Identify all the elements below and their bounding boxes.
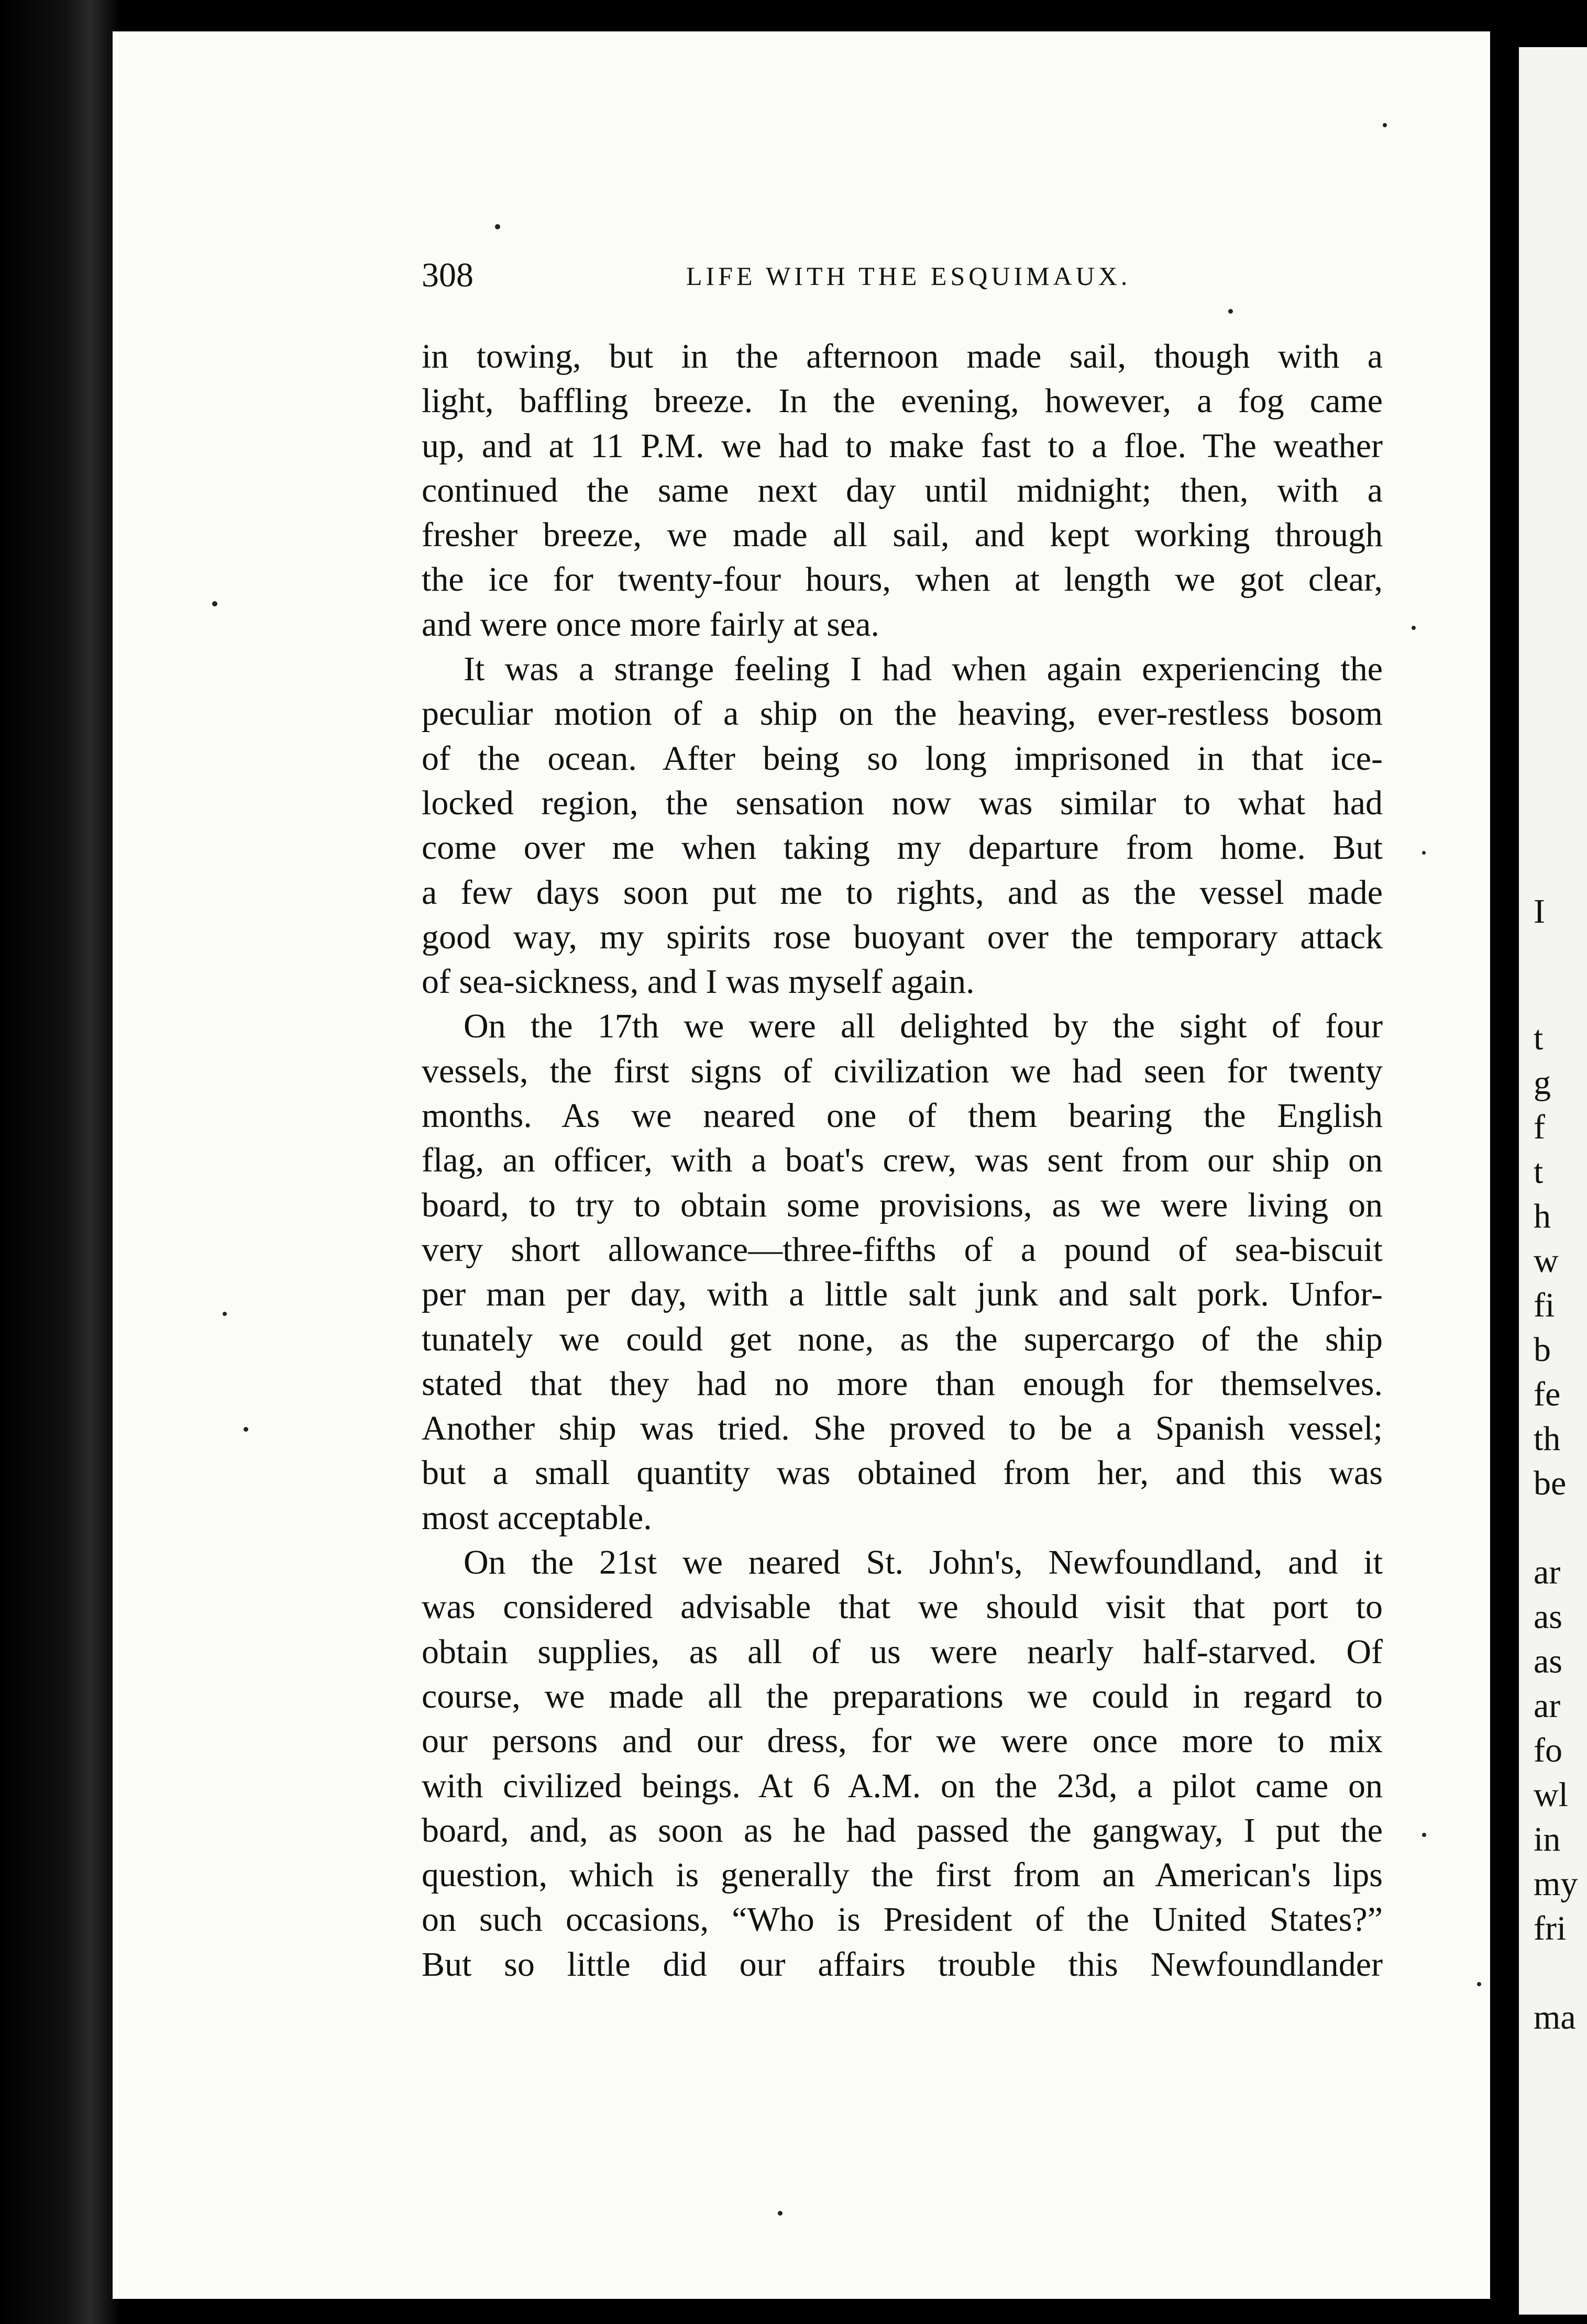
scan-speck [212, 601, 217, 606]
scan-speck [1422, 851, 1426, 855]
body-text [422, 334, 1383, 1987]
text-line: very short allowance—three-fifths of a pound of sea-biscuit [422, 1230, 1383, 1269]
facing-page-fragment: t [1534, 1153, 1544, 1191]
facing-page-fragment: fi [1534, 1286, 1555, 1324]
text-line: a few days soon put me to rights, and as the vessel made [422, 873, 1383, 912]
text-line: good way, my spirits rose buoyant over the temporary attack [422, 917, 1383, 956]
facing-page-fragment: w [1534, 1242, 1559, 1280]
facing-page-fragment: ar [1534, 1687, 1561, 1725]
text-line: but a small quantity was obtained from her, and this was [422, 1454, 1383, 1492]
facing-page-fragment: fo [1534, 1731, 1562, 1769]
text-line: fresher breeze, we made all sail, and kept working through [422, 516, 1383, 555]
text-line: come over me when taking my departure from home. But [422, 828, 1383, 867]
text-line: the ice for twenty-four hours, when at length we got clear, [422, 560, 1383, 599]
text-line: and were once more fairly at sea. [422, 605, 880, 644]
text-line: question, which is generally the first from an American's lips [422, 1856, 1383, 1895]
text-line: stated that they had no more than enough for themselves. [422, 1364, 1383, 1403]
scan-speck [778, 2211, 783, 2216]
facing-page-fragment: th [1534, 1420, 1561, 1458]
running-head [422, 256, 1443, 303]
facing-page-fragment: g [1534, 1064, 1551, 1102]
scan-speck [1383, 123, 1387, 127]
text-line: obtain supplies, as all of us were nearly half-starved. Of [422, 1632, 1383, 1671]
text-line: of sea-sickness, and I was myself again. [422, 962, 975, 1001]
text-line: vessels, the first signs of civilization we had seen for twenty [422, 1052, 1383, 1090]
text-line: course, we made all the preparations we could in regard to [422, 1677, 1383, 1716]
facing-page-fragment: f [1534, 1108, 1545, 1146]
text-line: light, baffling breeze. In the evening, however, a fog came [422, 382, 1383, 420]
text-line: flag, an officer, with a boat's crew, was sent from our ship on [422, 1141, 1383, 1180]
facing-page-fragment: fri [1534, 1909, 1567, 1947]
book-gutter [1490, 0, 1519, 2324]
text-line: locked region, the sensation now was similar to what had [422, 783, 1383, 822]
text-line: in towing, but in the afternoon made sail, though with a [422, 337, 1383, 375]
text-line: of the ocean. After being so long imprisoned in that ice- [422, 739, 1383, 778]
text-line: On the 17th we were all delighted by the sight of four [464, 1007, 1383, 1046]
text-line: on such occasions, “Who is President of the United States?” [422, 1900, 1383, 1939]
text-line: per man per day, with a little salt junk and salt pork. Unfor- [422, 1275, 1383, 1314]
text-line: our persons and our dress, for we were once more to mix [422, 1722, 1383, 1761]
facing-page-fragment: wl [1534, 1776, 1568, 1814]
text-line: tunately we could get none, as the supercargo of the ship [422, 1320, 1383, 1358]
facing-page-fragment: I [1534, 892, 1545, 931]
facing-page-fragment: t [1534, 1019, 1544, 1057]
scan-left-edge [0, 0, 120, 2324]
scan-speck [1477, 1982, 1481, 1986]
scan-speck [1412, 626, 1416, 630]
facing-page-fragment: my [1534, 1865, 1578, 1903]
text-line: board, and, as soon as he had passed the gangway, I put the [422, 1811, 1383, 1850]
text-line: up, and at 11 P.M. we had to make fast to a floe. The weather [422, 426, 1383, 465]
scan-speck [223, 1312, 227, 1316]
text-line: board, to try to obtain some provisions, as we were living on [422, 1186, 1383, 1224]
facing-page-fragment: be [1534, 1464, 1567, 1502]
text-line: was considered advisable that we should visit that port to [422, 1588, 1383, 1626]
facing-page-fragment: as [1534, 1642, 1562, 1680]
scan-speck [1228, 309, 1233, 314]
text-line: Another ship was tried. She proved to be a Spanish vessel; [422, 1409, 1383, 1448]
facing-page-fragment: ma [1534, 1998, 1576, 2037]
facing-page-edge [1519, 47, 1587, 2315]
facing-page-fragment: as [1534, 1598, 1562, 1636]
text-line: with civilized beings. At 6 A.M. on the 23d, a pilot came on [422, 1766, 1383, 1805]
running-title: LIFE WITH THE ESQUIMAUX. [686, 261, 1131, 291]
scan-speck [1422, 1833, 1426, 1837]
facing-page-fragment: in [1534, 1820, 1561, 1858]
facing-page-fragment: fe [1534, 1375, 1561, 1413]
facing-page-fragment: b [1534, 1331, 1551, 1369]
facing-page-fragment: ar [1534, 1553, 1561, 1591]
text-line: But so little did our affairs trouble this Newfoundlander [422, 1945, 1383, 1984]
text-line: most acceptable. [422, 1498, 652, 1537]
text-line: On the 21st we neared St. John's, Newfoundland, and it [464, 1543, 1383, 1582]
text-line: peculiar motion of a ship on the heaving, ever-restless bosom [422, 694, 1383, 733]
text-line: It was a strange feeling I had when again experiencing the [464, 650, 1383, 689]
scan-speck [495, 224, 500, 229]
text-line: continued the same next day until midnight; then, with a [422, 471, 1383, 510]
facing-page-fragment: h [1534, 1197, 1551, 1235]
text-line: months. As we neared one of them bearing the English [422, 1097, 1383, 1135]
scan-speck [244, 1427, 248, 1432]
page-number: 308 [422, 256, 473, 294]
